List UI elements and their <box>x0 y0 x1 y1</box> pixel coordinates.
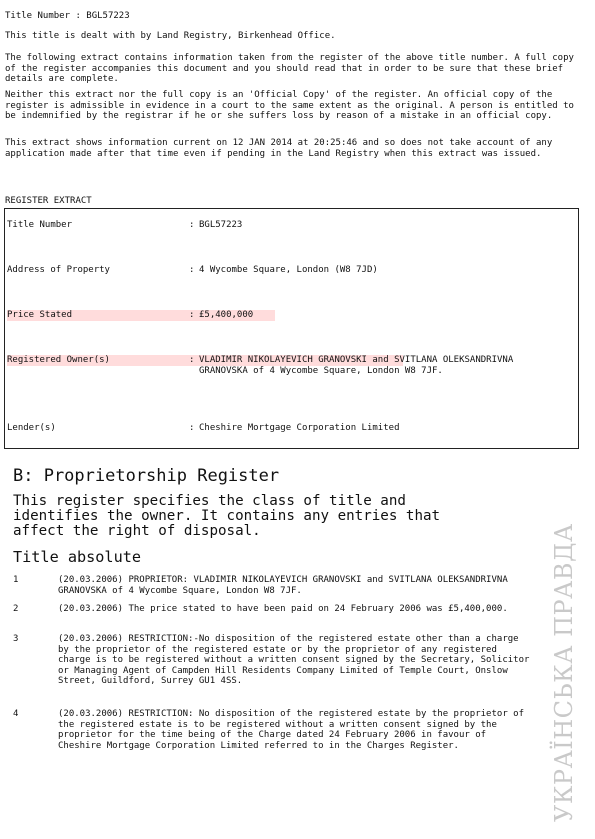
extract-colon: : <box>189 423 195 433</box>
entry-number: 3 <box>13 634 19 644</box>
title-number-line: Title Number : BGL57223 <box>5 11 130 21</box>
intro-paragraph-2: Neither this extract nor the full copy is an 'Official Copy' of the register. An official copy of the register is admissible in evidence in a court to the same extent as the original. A person is entitled to be indemnified by the registrar if he or she suffers loss by reason of a mistake in an official copy. <box>5 90 574 122</box>
intro-paragraph-1: The following extract contains information taken from the register of the above title number. A full copy of the register accompanies this document and you should read that in order to be sure that these brief details are complete. <box>5 53 574 85</box>
extract-colon: : <box>189 310 195 320</box>
extract-colon: : <box>189 220 195 230</box>
entry-text: (20.03.2006) PROPRIETOR: VLADIMIR NIKOLAYEVICH GRANOVSKI and SVITLANA OLEKSANDRIVNA GRANOVSKA of 4 Wycombe Square, London W8 7JF. <box>58 575 508 596</box>
entry-number: 4 <box>13 709 19 719</box>
entry-text: (20.03.2006) RESTRICTION: No disposition of the registered estate by the proprietor of the registered estate is to be registered without a written consent signed by the proprietor for the time being of the Charge dated 24 February 2006 in favour of Cheshire Mortgage Corporation Limited referred to in the Charges Register. <box>58 709 524 751</box>
register-extract-box <box>4 208 579 449</box>
intro-paragraph-3: This extract shows information current on 12 JAN 2014 at 20:25:46 and so does not take account of any application made after that time even if pending in the Land Registry when this extract was issued. <box>5 138 553 159</box>
entry-number: 2 <box>13 604 19 614</box>
extract-value: VLADIMIR NIKOLAYEVICH GRANOVSKI and SVITLANA OLEKSANDRIVNA GRANOVSKA of 4 Wycombe Square, London W8 7JF. <box>199 355 514 376</box>
extract-colon: : <box>189 265 195 275</box>
extract-label: Registered Owner(s) <box>7 355 110 365</box>
extract-value: BGL57223 <box>199 220 243 230</box>
entry-text: (20.03.2006) The price stated to have been paid on 24 February 2006 was £5,400,000. <box>58 604 508 614</box>
office-line: This title is dealt with by Land Registry, Birkenhead Office. <box>5 31 336 41</box>
entry-number: 1 <box>13 575 19 585</box>
entry-text: (20.03.2006) RESTRICTION:-No disposition of the registered estate other than a charge by the proprietor of the registered estate or by the proprietor of any registered charge is to be registered without a written consent signed by the Secretary, Solicitor or Managing Agent of Campden Hill Residents Company Limited of Temple Court, Onslow Street, Guildford, Surrey GU1 4SS. <box>58 634 530 687</box>
register-extract-heading: REGISTER EXTRACT <box>5 196 92 206</box>
section-b-heading: B: Proprietorship Register <box>13 466 280 486</box>
title-class-heading: Title absolute <box>13 548 142 566</box>
extract-label: Title Number <box>7 220 73 230</box>
extract-colon: : <box>189 355 195 365</box>
extract-label: Price Stated <box>7 310 73 320</box>
watermark-logo: УКРАЇНСЬКА ПРАВДА <box>550 523 578 822</box>
extract-value: 4 Wycombe Square, London (W8 7JD) <box>199 265 378 275</box>
extract-value: £5,400,000 <box>199 310 254 320</box>
extract-label: Lender(s) <box>7 423 56 433</box>
extract-label: Address of Property <box>7 265 110 275</box>
extract-value: Cheshire Mortgage Corporation Limited <box>199 423 400 433</box>
section-b-description: This register specifies the class of title and identifies the owner. It contains any entries that affect the right of disposal. <box>13 493 441 539</box>
